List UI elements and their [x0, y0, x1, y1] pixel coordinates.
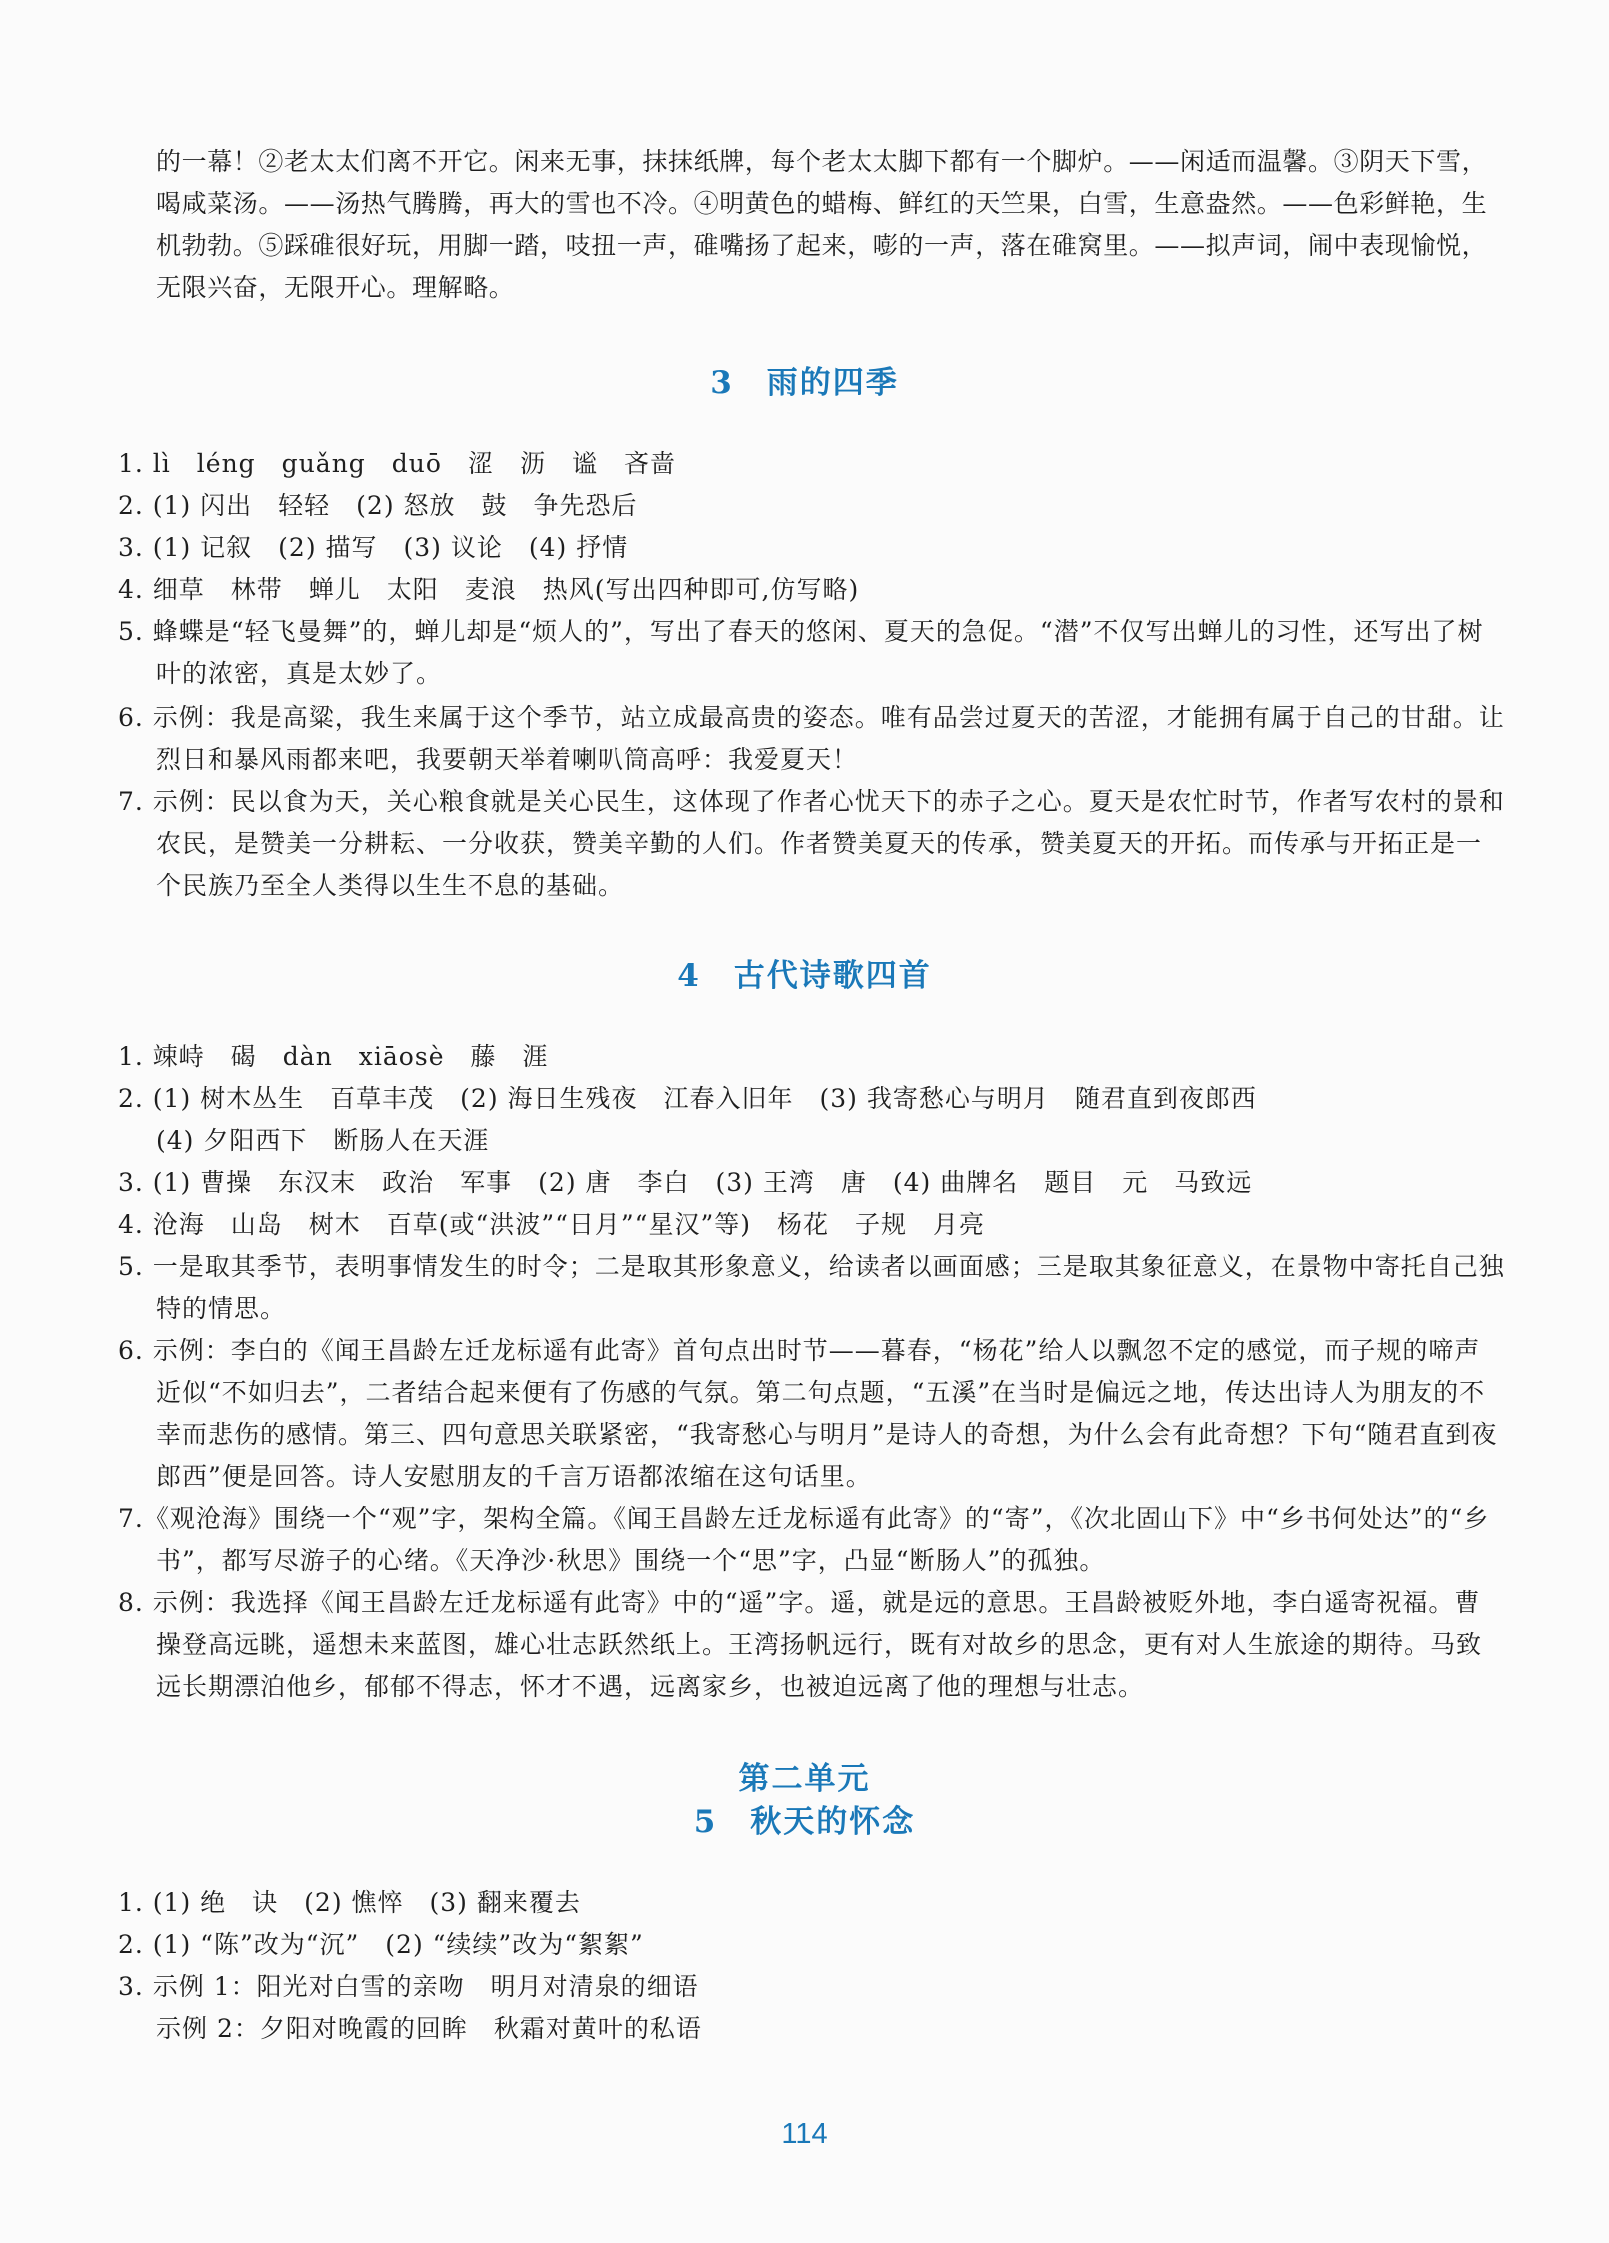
- answer-item: 6. 示例：我是高粱，我生来属于这个季节，站立成最高贵的姿态。唯有品尝过夏天的苦涩，才能拥有属于自己的甘甜。让烈日和暴风雨都来吧，我要朝天举着喇叭筒高呼：我爱夏天！: [118, 703, 1505, 774]
- answer-item: 7. 示例：民以食为天，关心粮食就是关心民生，这体现了作者心忧天下的赤子之心。夏天是农忙时节，作者写农村的景和农民，是赞美一分耕耘、一分收获，赞美辛勤的人们。作者赞美夏天的传承，赞美夏天的开拓。而传承与开拓正是一个民族乃至全人类得以生生不息的基础。: [118, 787, 1505, 900]
- continuation-paragraph: 的一幕！②老太太们离不开它。闲来无事，抹抹纸牌，每个老太太脚下都有一个脚炉。——闲适而温馨。③阴天下雪，喝咸菜汤。——汤热气腾腾，再大的雪也不冷。④明黄色的蜡梅、鲜红的天竺果，白雪，生意盎然。——色彩鲜艳，生机勃勃。⑤踩碓很好玩，用脚一踏，吱扭一声，碓嘴扬了起来，嘭的一声，落在碓窝里。——拟声词，闹中表现愉悦，无限兴奋，无限开心。理解略。: [156, 147, 1488, 302]
- answer-item: 2. (1) “陈”改为“沉” (2) “续续”改为“絮絮”: [118, 1930, 644, 1959]
- answer-item: 1. 竦峙 碣 dàn xiāosè 藤 涯: [118, 1042, 549, 1071]
- answer-item: 6. 示例：李白的《闻王昌龄左迁龙标遥有此寄》首句点出时节——暮春，“杨花”给人以飘忽不定的感觉，而子规的啼声近似“不如归去”，二者结合起来便有了伤感的气氛。第二句点题，“五溪”在当时是偏远之地，传达出诗人为朋友的不幸而悲伤的感情。第三、四句意思关联紧密，“我寄愁心与明月”是诗人的奇想，为什么会有此奇想？下句“随君直到夜郎西”便是回答。诗人安慰朋友的千言万语都浓缩在这句话里。: [118, 1336, 1498, 1491]
- answer-item: 8. 示例：我选择《闻王昌龄左迁龙标遥有此寄》中的“遥”字。遥，就是远的意思。王昌龄被贬外地，李白遥寄祝福。曹操登高远眺，遥想未来蓝图，雄心壮志跃然纸上。王湾扬帆远行，既有对故乡的思念，更有对人生旅途的期待。马致远长期漂泊他乡，郁郁不得志，怀才不遇，远离家乡，也被迫远离了他的理想与壮志。: [118, 1588, 1483, 1701]
- answer-item: 5. 一是取其季节，表明事情发生的时令；二是取其形象意义，给读者以画面感；三是取其象征意义，在景物中寄托自己独特的情思。: [118, 1252, 1505, 1323]
- section-title-ancient-poems: 4 古代诗歌四首: [677, 958, 932, 994]
- answer-item: 7.《观沧海》围绕一个“观”字，架构全篇。《闻王昌龄左迁龙标遥有此寄》的“寄”，《次北固山下》中“乡书何处达”的“乡书”，都写尽游子的心绪。《天净沙·秋思》围绕一个“思”字，凸显“断肠人”的孤独。: [118, 1504, 1490, 1575]
- unit-title: 第二单元: [738, 1761, 871, 1797]
- section-title-autumn-memory: 5 秋天的怀念: [693, 1804, 916, 1840]
- answer-item: 1. (1) 绝 诀 (2) 憔悴 (3) 翻来覆去: [118, 1888, 581, 1917]
- answer-item: 5. 蜂蝶是“轻飞曼舞”的，蝉儿却是“烦人的”，写出了春天的悠闲、夏天的急促。“潜”不仅写出蝉儿的习性，还写出了树叶的浓密，真是太妙了。: [118, 617, 1484, 688]
- answer-item: 3. 示例 1：阳光对白雪的亲吻 明月对清泉的细语: [118, 1972, 699, 2001]
- answer-item-continued: (4) 夕阳西下 断肠人在天涯: [156, 1126, 490, 1155]
- answer-item: 2. (1) 闪出 轻轻 (2) 怒放 鼓 争先恐后: [118, 491, 638, 520]
- answer-item: 4. 细草 林带 蝉儿 太阳 麦浪 热风(写出四种即可,仿写略): [118, 575, 860, 604]
- page-number: 114: [781, 2118, 828, 2150]
- answer-item: 3. (1) 曹操 东汉末 政治 军事 (2) 唐 李白 (3) 王湾 唐 (4) 曲牌名 题目 元 马致远: [118, 1168, 1253, 1197]
- answer-item: 3. (1) 记叙 (2) 描写 (3) 议论 (4) 抒情: [118, 533, 629, 562]
- section-title-rain-seasons: 3 雨的四季: [710, 365, 899, 401]
- answer-item-continued: 示例 2：夕阳对晚霞的回眸 秋霜对黄叶的私语: [156, 2014, 702, 2043]
- answer-item: 4. 沧海 山岛 树木 百草(或“洪波”“日月”“星汉”等) 杨花 子规 月亮: [118, 1210, 985, 1239]
- answer-item: 2. (1) 树木丛生 百草丰茂 (2) 海日生残夜 江春入旧年 (3) 我寄愁心与明月 随君直到夜郎西: [118, 1084, 1257, 1113]
- answer-item: 1. lì léng guǎng duō 涩 沥 谧 吝啬: [118, 449, 676, 478]
